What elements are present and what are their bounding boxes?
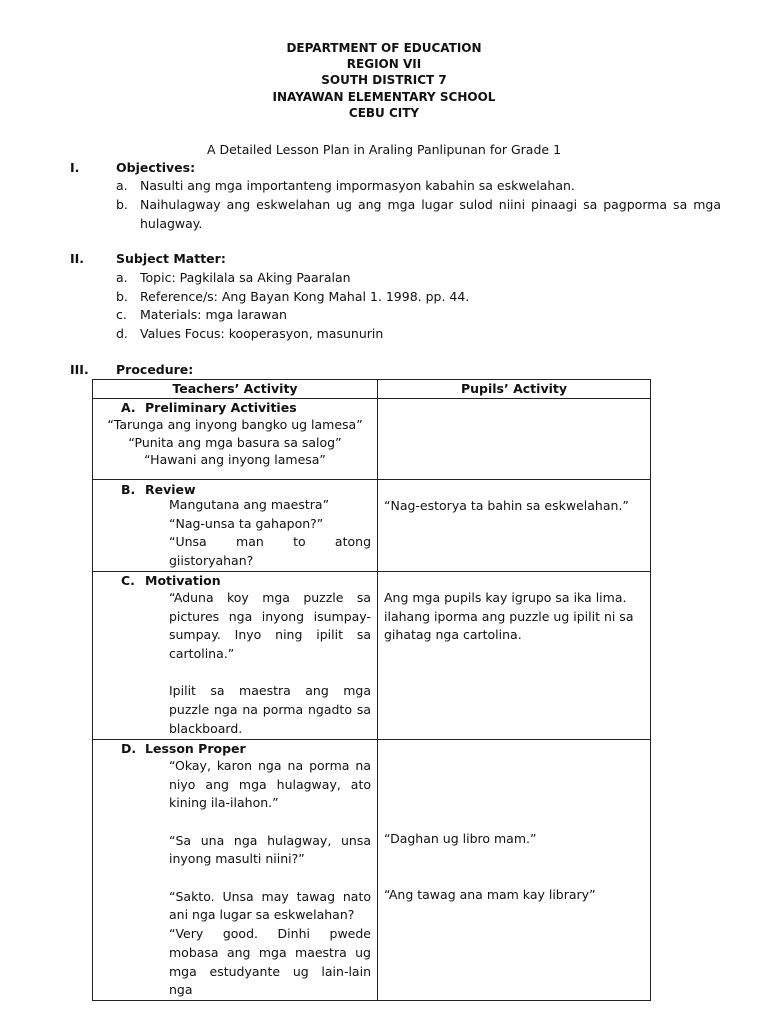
teacher-cell (93, 739, 378, 1000)
item-text: Reference/s: Ang Bayan Kong Mahal 1. 1998. pp. 44. (140, 289, 470, 304)
subject-item (116, 325, 721, 344)
teacher-paragraph: “Very good. Dinhi pwede mobasa ang mga maestra ug mga estudyante ug lain-lain nga (169, 926, 371, 998)
subject-item (116, 306, 721, 325)
table-row (93, 399, 651, 480)
header-department: DEPARTMENT OF EDUCATION (286, 41, 482, 55)
document-title: A Detailed Lesson Plan in Araling Panlipunan for Grade 1 (206, 142, 562, 157)
item-letter: c. (116, 307, 127, 322)
teacher-line: “Nag-unsa ta gahapon?” (169, 515, 324, 531)
teacher-line: “Hawani ang inyong lamesa” (144, 452, 326, 467)
item-text: Topic: Pagkilala sa Aking Paaralan (140, 270, 351, 285)
activity-letter: B. (121, 482, 136, 497)
item-letter: a. (116, 270, 128, 285)
activity-heading-label: Review (145, 482, 196, 497)
item-text: Naihulagway ang eskwelahan ug ang mga lugar sulod niini pinaagi sa pagporma sa mga hulagway. (140, 197, 721, 231)
item-text: Materials: mga larawan (140, 307, 287, 322)
teacher-line: “Unsa man to atong giistoryahan? (169, 534, 371, 569)
pupil-line: “Nag-estorya ta bahin sa eskwelahan.” (384, 498, 629, 513)
teacher-line: “Punita ang mga basura sa salog” (128, 434, 342, 450)
teacher-line: Mangutana ang maestra” (169, 497, 330, 512)
section-numeral-subject-matter: II. (70, 251, 85, 266)
objective-item (116, 196, 721, 233)
teacher-cell (93, 480, 378, 572)
activity-heading-label: Preliminary Activities (145, 400, 297, 415)
header-school: INAYAWAN ELEMENTARY SCHOOL (272, 89, 496, 104)
teacher-paragraph: “Sakto. Unsa may tawag nato ani nga lugar sa eskwelahan? (169, 888, 371, 923)
header-district: SOUTH DISTRICT 7 (321, 73, 447, 88)
procedure-table (92, 379, 651, 1001)
activity-heading (93, 399, 377, 416)
pupil-cell (378, 571, 651, 739)
pupil-line: “Daghan ug libro mam.” (384, 830, 537, 846)
table-row (93, 571, 651, 739)
activity-heading-label: Motivation (145, 572, 221, 588)
pupil-cell (378, 399, 651, 480)
teacher-cell (93, 399, 378, 480)
teacher-line: “Tarunga ang inyong bangko ug lamesa” (107, 417, 363, 432)
teacher-paragraph: “Okay, karon nga na porma na niyo ang mga hulagway, ato kining ila-ilahon.” (169, 757, 371, 811)
section-heading-procedure: Procedure: (116, 362, 194, 377)
section-heading-subject-matter: Subject Matter: (116, 251, 226, 266)
activity-heading-label: Lesson Proper (145, 740, 246, 756)
teacher-paragraph: “Aduna koy mga puzzle sa pictures nga inyong isumpay-sumpay. Inyo ning ipilit sa cartolina.” (169, 589, 371, 661)
pupil-cell (378, 739, 651, 1000)
table-row (93, 480, 651, 572)
item-text: Values Focus: kooperasyon, masunurin (140, 326, 384, 341)
pupil-line: “Ang tawag ana mam kay library” (384, 886, 596, 902)
activity-heading (93, 572, 377, 589)
section-heading-objectives: Objectives: (116, 160, 196, 175)
item-letter: b. (116, 197, 128, 212)
subject-item (116, 269, 721, 288)
table-header-row (93, 380, 651, 399)
activity-letter: C. (121, 572, 135, 588)
item-text: Nasulti ang mga importanteng impormasyon kabahin sa eskwelahan. (140, 178, 575, 193)
section-numeral-procedure: III. (70, 362, 89, 377)
teacher-paragraph: “Sa una nga hulagway, unsa inyong masulti niini?” (169, 832, 371, 867)
objective-item (116, 177, 721, 196)
teacher-paragraph: Ipilit sa maestra ang mga puzzle nga na porma ngadto sa blackboard. (169, 683, 371, 736)
subject-item (116, 288, 721, 307)
column-header-pupil: Pupils’ Activity (378, 380, 651, 399)
pupil-paragraph: Ang mga pupils kay igrupo sa ika lima. ilahang iporma ang puzzle ug ipilit ni sa gihatag nga cartolina. (384, 589, 634, 643)
teacher-cell (93, 571, 378, 739)
activity-letter: D. (121, 740, 137, 756)
activity-letter: A. (121, 400, 136, 415)
header-region: REGION VII (346, 57, 422, 72)
document-header (0, 40, 768, 121)
header-city: CEBU CITY (348, 105, 420, 120)
item-letter: a. (116, 178, 128, 193)
table-row (93, 739, 651, 1000)
section-numeral-objectives: I. (70, 160, 80, 175)
item-letter: d. (116, 326, 128, 341)
pupil-cell (378, 480, 651, 572)
activity-heading (93, 740, 377, 757)
item-letter: b. (116, 289, 128, 304)
column-header-teacher: Teachers’ Activity (93, 380, 378, 399)
